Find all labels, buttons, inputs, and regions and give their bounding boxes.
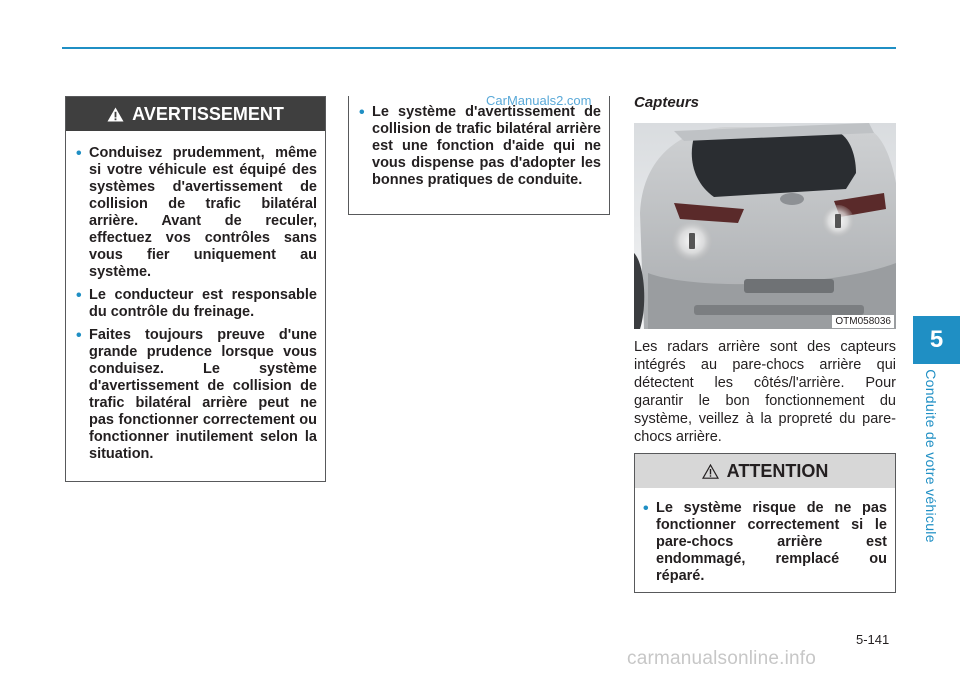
warning-triangle-icon: [107, 107, 124, 122]
watermark: CarManuals2.com: [486, 93, 592, 108]
attention-title: ATTENTION: [726, 460, 829, 481]
chapter-number-tab: 5: [913, 316, 960, 364]
attention-box: [634, 453, 896, 593]
footer-watermark: carmanualsonline.info: [627, 648, 817, 669]
warning-item: • Le conducteur est responsable du contrôle du freinage.: [76, 287, 317, 321]
image-code: OTM058036: [832, 315, 894, 328]
rear-bumper-photo: [634, 123, 896, 329]
attention-item: • Le système risque de ne pas fonctionner correctement si le pare-chocs arrière est endommagé, remplacé ou réparé.: [643, 500, 887, 585]
warning-box: [65, 96, 326, 482]
top-rule: [62, 47, 896, 49]
warning-header: [66, 97, 325, 131]
warning-item: • Faites toujours preuve d'une grande prudence lorsque vous conduisez. Le système d'avertissement de collision de trafic bilatéral arrière peut ne pas fonctionner correctement ou fonctionner inutilement selon la situation.: [76, 327, 317, 463]
warning-item: • Le système d'avertissement de collision de trafic bilatéral arrière est une fonction d'aide qui ne vous dispense pas d'adopter les bonnes pratiques de conduite.: [359, 104, 601, 189]
warning-title: AVERTISSEMENT: [132, 103, 284, 124]
attention-header: [635, 454, 895, 488]
sensors-text: Les radars arrière sont des capteurs intégrés au pare-chocs arrière qui détectent les côtés/l'arrière. Pour garantir le bon fonctionnement du système, veillez à la propreté du pare-chocs arrière.: [634, 339, 896, 445]
warning-item: • Conduisez prudemment, même si votre véhicule est équipé des systèmes d'avertissement de collision de trafic bilatéral arrière. Avant de reculer, effectuez vos contrôles sans vous fier uniquement au système.: [76, 145, 317, 281]
warning-triangle-outline-icon: [702, 464, 719, 479]
section-title: Capteurs: [634, 94, 700, 111]
chapter-title-text: Conduite de votre véhicule: [923, 369, 939, 543]
page-number: 5-141: [856, 632, 890, 647]
warning-box-continued: [348, 96, 610, 215]
